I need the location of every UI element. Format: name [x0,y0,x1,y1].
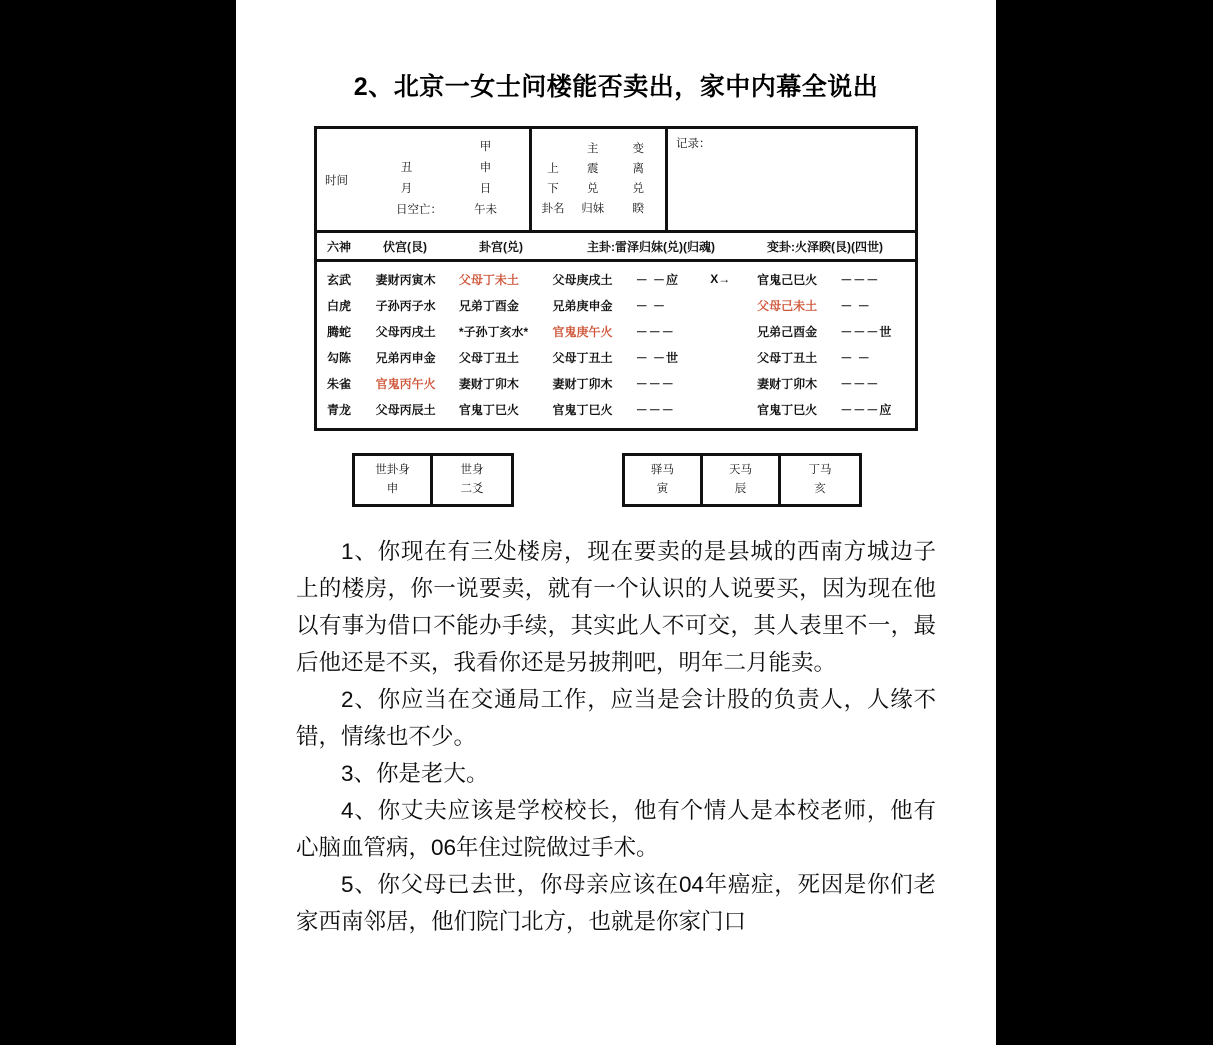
shen-shen-box [355,456,433,504]
cell-zhuyao: －－－ [635,402,675,417]
gua-lower-main: 兑 [587,182,599,195]
document-page [236,0,996,1045]
yi-ma-group [622,453,862,507]
chart-column-headers [317,233,915,262]
shen-shen-value: 申 [386,483,399,495]
page-title: 2、北京一女士问楼能否卖出，家中内幕全说出 [353,73,879,101]
time-panel [317,129,532,230]
cell-guagong: 妻财丁卯木 [458,376,519,391]
cell-biangua: 兄弟己酉金 [757,324,818,339]
cell-fugong: 子孙丙子水 [375,298,436,313]
gua-head-blank [536,139,570,159]
yi-ma-value: 亥 [814,483,826,495]
yi-ma-box [703,456,781,504]
cell-fugong: 官鬼丙午火 [375,376,436,391]
gua-name-change: 睽 [632,202,644,215]
yi-ma-value: 辰 [734,483,747,495]
reading-paragraph: 4、你丈夫应该是学校校长，他有个情人是本校老师，他有心脑血管病，06年住过院做过手术。 [296,798,936,860]
cell-bianyao: －－－ [840,376,880,391]
cell-fugong: 父母丙戌土 [375,324,436,339]
cell-guagong: 父母丁丑土 [458,350,519,365]
shen-shen-value: 二爻 [460,483,484,495]
cell-guagong: 兄弟丁酉金 [458,298,519,313]
time-cell-blank [367,137,446,157]
time-panel-label: 时间 [325,174,348,187]
cell-biangua: 官鬼己巳火 [757,272,818,287]
cell-zhugua: 兄弟庚申金 [552,298,613,313]
table-row [317,344,915,370]
table-row [317,266,915,292]
note-panel-label: 记录： [676,138,711,150]
reading-paragraph: 2、你应当在交通局工作，应当是会计股的负责人，人缘不错，情缘也不少。 [296,687,936,749]
cell-bianyao: － － [840,350,871,365]
cell-liushen: 朱雀 [327,376,352,391]
time-cell-month-branch: 丑 [400,162,413,174]
gua-upper-change: 离 [632,162,644,175]
cell-zhuyao: －－－ [635,376,675,391]
time-panel-grid [367,137,525,222]
small-boxes-row [314,453,918,507]
reading-paragraph: 5、你父母已去世，你母亲应该在04年癌症，死因是你们老家西南邻居，他们院门北方，也就是你家门口 [296,872,936,934]
cell-zhuyao: －－－ [635,324,675,339]
chart-info-strip [317,129,915,233]
cell-zhuyao: － －世 [635,350,680,365]
cell-liushen: 腾蛇 [327,324,352,339]
column-header-zhugua: 主卦:雷泽归妹(兑)(归魂) [587,239,715,254]
shen-shen-label: 世身 [460,464,484,476]
reading-body [296,533,936,940]
yi-ma-value: 寅 [656,483,669,495]
shen-gua-shen-group [352,453,514,507]
cell-mark: X→ [710,272,731,286]
shen-shen-box [433,456,511,504]
yi-ma-box [781,456,859,504]
cell-zhugua: 官鬼庚午火 [552,324,613,339]
cell-zhugua: 妻财丁卯木 [552,376,613,391]
cell-fugong: 兄弟丙申金 [375,350,436,365]
yi-ma-label: 驿马 [651,464,674,476]
cell-zhugua: 父母丁丑土 [552,350,613,365]
gua-name-label: 卦名 [541,202,565,215]
column-header-biangua: 变卦:火泽睽(艮)(四世) [767,239,883,254]
gua-upper-label: 上 [547,162,559,175]
cell-bianyao: －－－应 [840,402,893,417]
cell-fugong: 父母丙辰土 [375,402,436,417]
cell-biangua: 妻财丁卯木 [757,376,818,391]
column-header-fugong: 伏宫(艮) [383,239,427,254]
shen-shen-label: 世卦身 [375,464,410,476]
gua-lower-label: 下 [547,182,559,195]
column-header-liushen: 六神 [327,239,352,254]
note-panel [668,129,915,230]
gua-lower-change: 兑 [632,182,644,195]
table-row [317,396,915,422]
cell-biangua: 父母己未土 [757,298,818,313]
yi-ma-box [625,456,703,504]
cell-biangua: 父母丁丑土 [757,350,818,365]
cell-zhugua: 官鬼丁巳火 [552,402,613,417]
cell-guagong: *子孙丁亥水* [458,324,529,339]
time-cell-month-label: 月 [400,183,413,195]
gua-head-main: 主 [587,142,599,155]
cell-zhugua: 父母庚戌土 [552,272,613,287]
reading-paragraph: 3、你是老大。 [341,761,489,786]
table-row [317,292,915,318]
cell-guagong: 官鬼丁巳火 [458,402,519,417]
cell-liushen: 玄武 [327,272,352,287]
table-row [317,318,915,344]
column-header-guagong: 卦宫(兑) [479,239,523,254]
time-cell-day-stem: 甲 [479,141,492,153]
cell-bianyao: －－－世 [840,324,893,339]
yi-ma-label: 丁马 [808,464,832,476]
chart-rows [317,262,915,428]
cell-guagong: 父母丁未土 [458,272,519,287]
cell-liushen: 勾陈 [327,350,352,365]
cell-fugong: 妻财丙寅木 [375,272,436,287]
cell-bianyao: － － [840,298,871,313]
time-cell-day-label: 日 [479,183,492,195]
time-cell-day-branch: 申 [479,162,492,174]
kong-wang-value: 午未 [474,204,497,216]
cell-liushen: 白虎 [327,298,352,313]
cell-bianyao: －－－ [840,272,880,287]
reading-paragraph: 1、你现在有三处楼房，现在要卖的是县城的西南方城边子上的楼房，你一说要卖，就有一个认识的人说要买，因为现在他以有事为借口不能办手续，其实此人不可交，其人表里不一，最后他还是不买，我看你还是另披荆吧，明年二月能卖。 [296,539,936,675]
yi-ma-label: 天马 [729,464,752,476]
cell-zhuyao: － － [635,298,667,313]
cell-liushen: 青龙 [327,402,352,417]
gua-panel [532,129,668,230]
divination-chart [314,126,918,431]
gua-head-change: 变 [632,142,644,155]
kong-wang-label: 日空亡： [396,204,442,216]
cell-zhuyao: － －应 [635,272,680,287]
gua-upper-main: 震 [587,162,599,175]
cell-biangua: 官鬼丁巳火 [757,402,818,417]
table-row [317,370,915,396]
gua-name-main: 归妹 [581,202,605,215]
